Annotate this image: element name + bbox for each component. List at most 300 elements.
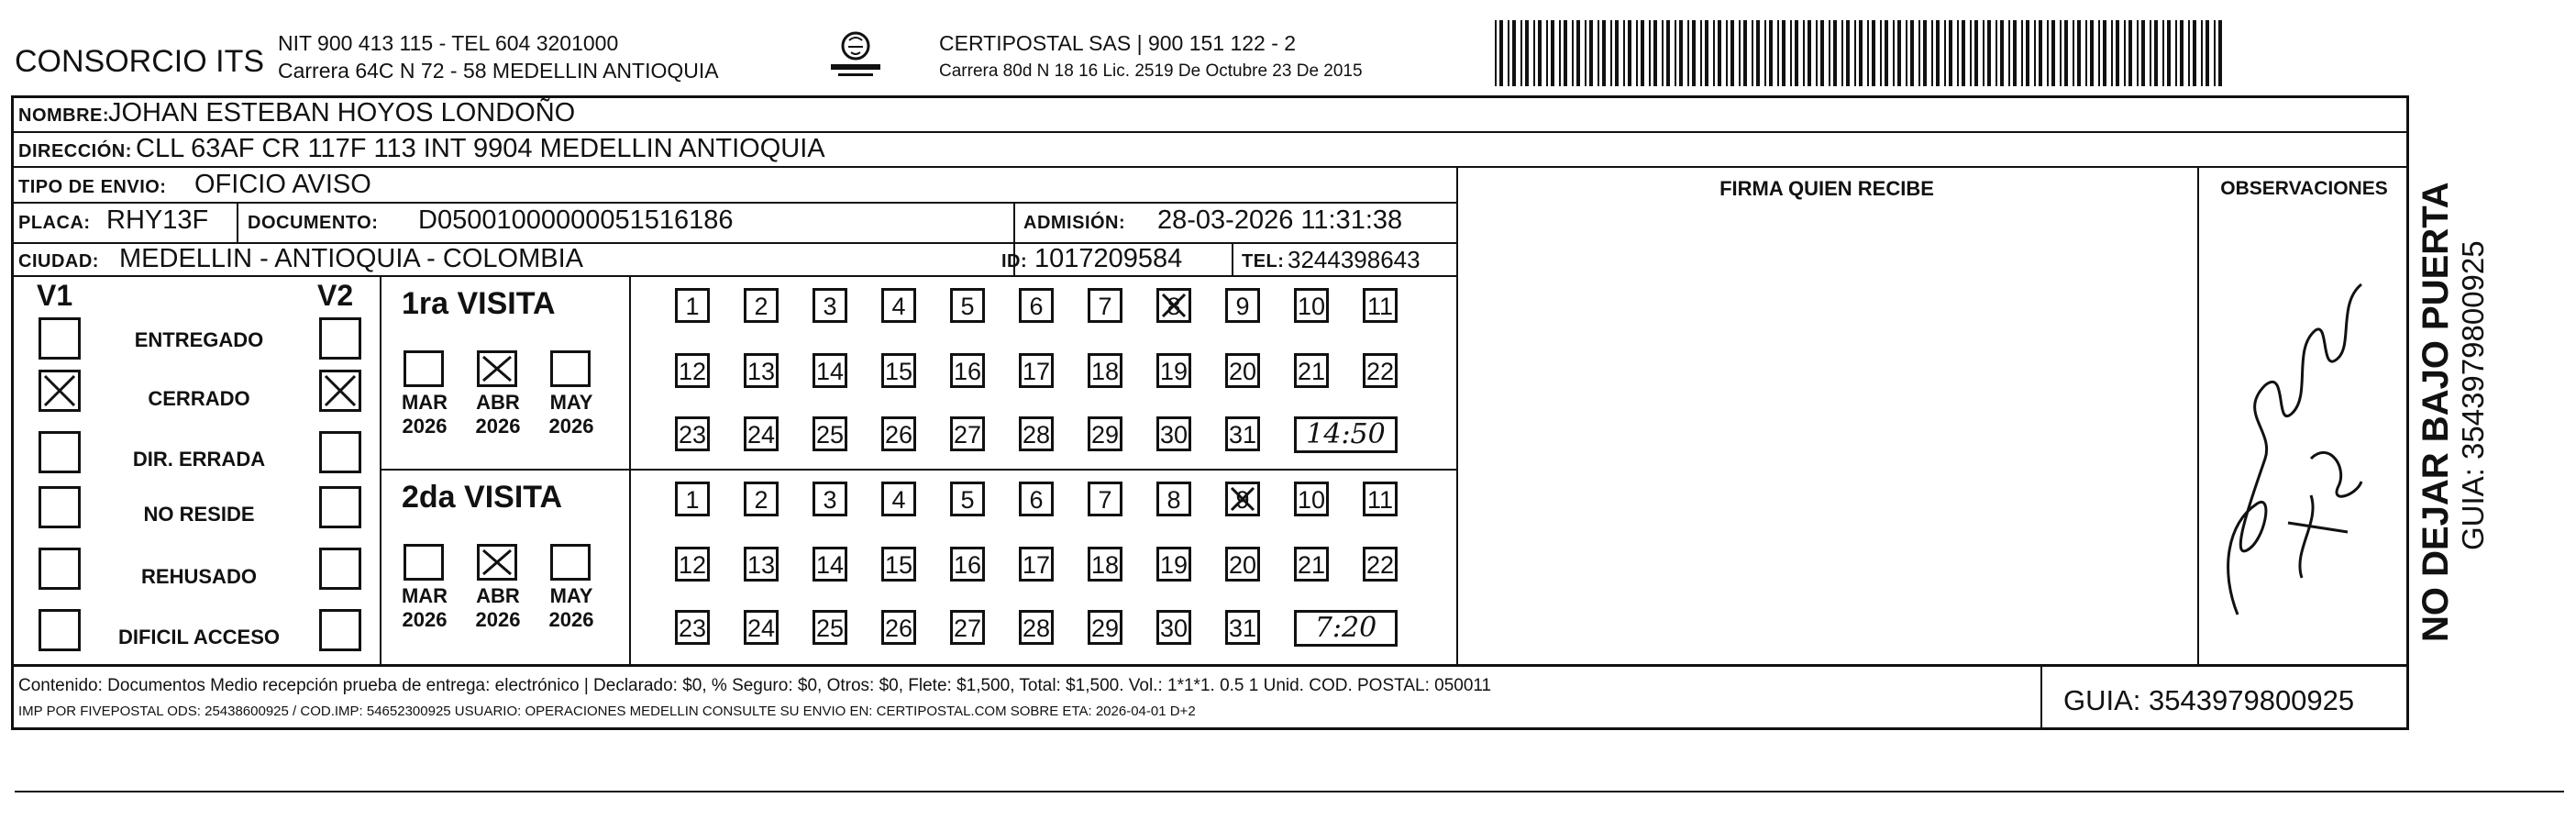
visit-time: 14:50 — [1294, 416, 1398, 453]
day-number: 23 — [678, 615, 707, 642]
v2-checkbox[interactable] — [319, 548, 361, 590]
barcode-bar — [1816, 20, 1818, 86]
visit-title: 1ra VISITA — [402, 286, 556, 321]
firma-header: FIRMA QUIEN RECIBE — [1719, 177, 1934, 200]
barcode-bar — [2000, 20, 2004, 86]
barcode-bar — [1820, 20, 1824, 86]
day-box[interactable] — [1019, 547, 1054, 582]
day-box[interactable] — [950, 547, 985, 582]
barcode-bar — [1923, 20, 1927, 86]
month-checkbox[interactable] — [477, 350, 517, 387]
barcode-bar — [1974, 20, 1978, 86]
barcode-bar — [2013, 20, 2017, 86]
day-number: 31 — [1228, 615, 1257, 642]
barcode-bar — [2039, 20, 2042, 86]
day-box[interactable] — [881, 547, 916, 582]
day-box[interactable] — [1088, 416, 1122, 451]
barcode-bar — [1551, 20, 1554, 86]
side-warning — [2417, 119, 2500, 642]
day-number: 22 — [1365, 358, 1395, 385]
day-box[interactable] — [1363, 482, 1398, 516]
day-box[interactable] — [1225, 288, 1260, 323]
documento-label: DOCUMENTO: — [248, 213, 379, 233]
footer-content: Contenido: Documentos Medio recepción prueba de entrega: electrónico | Declarado: $0, % Seguro: $0, Otros: $0, Flete: $1,500, Total: $1,500. Vol.: 1*1*1. 0.5 1 Unid. COD. POSTAL: 050011 — [18, 676, 1492, 695]
courier-name: CERTIPOSTAL SAS | 900 151 122 - 2 — [939, 31, 1297, 55]
barcode-bar — [1718, 20, 1721, 86]
barcode-bar — [1692, 20, 1696, 86]
v1-checkbox[interactable] — [39, 609, 81, 651]
barcode-bar — [1520, 20, 1522, 86]
day-number: 1 — [685, 486, 700, 514]
check-x-mark — [1159, 291, 1188, 320]
visit-title: 2da VISITA — [402, 480, 563, 515]
company-address: Carrera 64C N 72 - 58 MEDELLIN ANTIOQUIA — [278, 59, 719, 83]
barcode-bar — [1996, 20, 1997, 86]
barcode-bar — [1743, 20, 1747, 86]
day-box[interactable] — [1156, 547, 1191, 582]
direccion-label: DIRECCIÓN: — [18, 141, 132, 161]
barcode-bar — [1730, 20, 1734, 86]
barcode-bar — [1756, 20, 1760, 86]
day-box[interactable] — [813, 610, 847, 645]
barcode-bar — [1636, 20, 1638, 86]
placa-label: PLACA: — [18, 213, 91, 233]
barcode-bar — [1949, 20, 1952, 86]
month-checkbox[interactable] — [404, 350, 444, 387]
no-dejar-bajo-puerta: NO DEJAR BAJO PUERTA — [2416, 182, 2456, 642]
day-box[interactable] — [950, 416, 985, 451]
day-box[interactable] — [813, 547, 847, 582]
barcode-bar — [1931, 20, 1933, 86]
ciudad-label: CIUDAD: — [18, 251, 99, 271]
day-number: 30 — [1159, 421, 1188, 449]
tel-label: TEL: — [1242, 251, 1285, 271]
v2-checkbox[interactable] — [319, 370, 361, 412]
v2-checkbox[interactable] — [319, 431, 361, 473]
barcode — [1495, 20, 2227, 86]
v1-checkbox[interactable] — [39, 431, 81, 473]
barcode-bar — [2201, 20, 2203, 86]
day-box[interactable] — [813, 288, 847, 323]
day-box[interactable] — [950, 353, 985, 388]
barcode-bar — [1918, 20, 1920, 86]
v2-checkbox[interactable] — [319, 486, 361, 528]
handwritten-signature — [2201, 248, 2384, 633]
check-x-mark — [480, 547, 514, 578]
v1-label: V1 — [37, 279, 73, 312]
v1-checkbox[interactable] — [39, 370, 81, 412]
barcode-bar — [2034, 20, 2036, 86]
month-name: MAR — [401, 391, 448, 414]
day-number: 27 — [953, 615, 982, 642]
month-checkbox[interactable] — [404, 544, 444, 581]
month-year: 2026 — [475, 608, 521, 632]
barcode-bar — [2103, 20, 2106, 86]
barcode-bar — [2180, 20, 2184, 86]
day-box[interactable] — [950, 482, 985, 516]
barcode-bar — [1499, 20, 1503, 86]
barcode-bar — [1944, 20, 1946, 86]
day-number: 28 — [1022, 615, 1051, 642]
barcode-bar — [2116, 20, 2119, 86]
day-box[interactable] — [1294, 353, 1329, 388]
month-label — [539, 391, 603, 439]
day-number: 19 — [1159, 551, 1188, 579]
day-number: 18 — [1090, 358, 1120, 385]
documento: D05001000000051516186 — [418, 205, 734, 235]
day-number: 27 — [953, 421, 982, 449]
day-box[interactable] — [675, 482, 710, 516]
barcode-bar — [2111, 20, 2113, 86]
barcode-bar — [1962, 20, 1965, 86]
day-box[interactable] — [744, 288, 779, 323]
barcode-bar — [2124, 20, 2126, 86]
barcode-bar — [1512, 20, 1516, 86]
check-x-mark — [1228, 484, 1257, 514]
month-name: ABR — [476, 584, 520, 607]
day-box[interactable] — [1225, 416, 1260, 451]
barcode-bar — [2090, 20, 2094, 86]
barcode-bar — [2047, 20, 2049, 86]
month-label — [392, 584, 457, 633]
day-number: 1 — [685, 293, 700, 320]
barcode-bar — [2193, 20, 2196, 86]
month-checkbox[interactable] — [477, 544, 517, 581]
barcode-bar — [1782, 20, 1786, 86]
barcode-bar — [1610, 20, 1612, 86]
status-label: DIFICIL ACCESO — [117, 626, 280, 648]
day-number: 20 — [1228, 358, 1257, 385]
barcode-bar — [1885, 20, 1888, 86]
barcode-bar — [2098, 20, 2100, 86]
day-box[interactable] — [950, 610, 985, 645]
day-box[interactable] — [1156, 353, 1191, 388]
day-number: 12 — [678, 358, 707, 385]
company-name: CONSORCIO ITS — [15, 44, 265, 79]
barcode-bar — [1983, 20, 1985, 86]
day-box[interactable] — [1156, 610, 1191, 645]
day-box[interactable] — [1088, 610, 1122, 645]
barcode-bar — [1700, 20, 1702, 86]
barcode-bar — [2060, 20, 2062, 86]
day-number: 21 — [1297, 358, 1326, 385]
day-number: 24 — [746, 421, 776, 449]
barcode-bar — [1846, 20, 1850, 86]
recipient-tel: 3244398643 — [1288, 246, 1421, 273]
barcode-bar — [2188, 20, 2190, 86]
barcode-bar — [1769, 20, 1773, 86]
day-box[interactable] — [1156, 288, 1191, 323]
month-name: MAY — [549, 391, 593, 414]
day-box[interactable] — [813, 416, 847, 451]
day-box[interactable] — [881, 288, 916, 323]
barcode-bar — [1936, 20, 1940, 86]
day-number: 11 — [1366, 486, 1394, 514]
day-box[interactable] — [1088, 353, 1122, 388]
visit-time: 7:20 — [1294, 610, 1398, 647]
day-number: 12 — [678, 551, 707, 579]
barcode-bar — [1829, 20, 1830, 86]
day-box[interactable] — [744, 482, 779, 516]
barcode-bar — [2175, 20, 2177, 86]
v2-checkbox[interactable] — [319, 317, 361, 360]
barcode-bar — [2026, 20, 2029, 86]
v1-checkbox[interactable] — [39, 317, 81, 360]
day-box[interactable] — [1294, 482, 1329, 516]
month-year: 2026 — [402, 608, 448, 632]
barcode-bar — [2128, 20, 2132, 86]
day-number: 3 — [823, 486, 837, 514]
day-box[interactable] — [950, 288, 985, 323]
barcode-bar — [1880, 20, 1882, 86]
day-number: 8 — [1166, 486, 1181, 514]
day-number: 4 — [891, 293, 906, 320]
day-box[interactable] — [1225, 610, 1260, 645]
day-box[interactable] — [1088, 547, 1122, 582]
day-box[interactable] — [1088, 482, 1122, 516]
day-box[interactable] — [675, 288, 710, 323]
month-year: 2026 — [548, 415, 594, 438]
day-box[interactable] — [675, 353, 710, 388]
day-box[interactable] — [744, 353, 779, 388]
day-box[interactable] — [1294, 288, 1329, 323]
day-box[interactable] — [881, 610, 916, 645]
day-number: 26 — [884, 421, 913, 449]
month-name: ABR — [476, 391, 520, 414]
id-label: ID: — [1001, 251, 1028, 271]
barcode-bar — [1854, 20, 1856, 86]
barcode-bar — [2137, 20, 2139, 86]
v1-checkbox[interactable] — [39, 486, 81, 528]
barcode-bar — [2141, 20, 2145, 86]
day-number: 25 — [815, 421, 845, 449]
barcode-bar — [1705, 20, 1708, 86]
month-year: 2026 — [402, 415, 448, 438]
day-number: 6 — [1029, 293, 1044, 320]
side-guia: GUIA: 3543979800925 — [2456, 240, 2490, 550]
admision: 28-03-2026 11:31:38 — [1157, 205, 1403, 235]
barcode-bar — [2150, 20, 2151, 86]
certipostal-logo — [814, 29, 897, 81]
barcode-bar — [1533, 20, 1535, 86]
day-number: 8 — [1166, 293, 1181, 320]
day-number: 16 — [953, 551, 982, 579]
barcode-bar — [1576, 20, 1580, 86]
day-number: 15 — [884, 358, 913, 385]
barcode-bar — [1859, 20, 1863, 86]
day-number: 19 — [1159, 358, 1188, 385]
check-x-mark — [480, 353, 514, 384]
company-nit: NIT 900 413 115 - TEL 604 3201000 — [278, 31, 619, 55]
status-label: NO RESIDE — [143, 503, 255, 526]
barcode-bar — [1803, 20, 1805, 86]
barcode-bar — [1495, 20, 1497, 86]
day-number: 28 — [1022, 421, 1051, 449]
day-box[interactable] — [1019, 353, 1054, 388]
bottom-rule — [15, 791, 2564, 792]
barcode-bar — [1833, 20, 1837, 86]
barcode-bar — [2206, 20, 2209, 86]
barcode-bar — [1841, 20, 1843, 86]
barcode-bar — [1987, 20, 1991, 86]
day-number: 3 — [823, 293, 837, 320]
day-box[interactable] — [675, 416, 710, 451]
day-box[interactable] — [1019, 610, 1054, 645]
month-label — [392, 391, 457, 439]
day-number: 14 — [815, 551, 845, 579]
day-box[interactable] — [1363, 353, 1398, 388]
month-label — [539, 584, 603, 633]
day-number: 23 — [678, 421, 707, 449]
barcode-bar — [1615, 20, 1619, 86]
barcode-bar — [2051, 20, 2055, 86]
day-number: 17 — [1022, 358, 1051, 385]
day-box[interactable] — [675, 547, 710, 582]
barcode-bar — [1867, 20, 1869, 86]
barcode-bar — [1777, 20, 1779, 86]
status-label: REHUSADO — [141, 565, 257, 588]
barcode-bar — [1585, 20, 1587, 86]
barcode-bar — [1538, 20, 1542, 86]
barcode-bar — [1546, 20, 1548, 86]
day-box[interactable] — [881, 353, 916, 388]
barcode-bar — [1970, 20, 1972, 86]
day-number: 2 — [754, 486, 768, 514]
check-x-mark — [41, 372, 78, 409]
day-number: 9 — [1235, 293, 1250, 320]
day-number: 22 — [1365, 551, 1395, 579]
barcode-bar — [1795, 20, 1798, 86]
courier-address: Carrera 80d N 18 16 Lic. 2519 De Octubre 23 De 2015 — [939, 61, 1363, 81]
barcode-bar — [2077, 20, 2081, 86]
recipient-id: 1017209584 — [1034, 244, 1183, 273]
day-number: 16 — [953, 358, 982, 385]
barcode-bar — [1602, 20, 1606, 86]
day-number: 10 — [1297, 293, 1326, 320]
day-box[interactable] — [744, 547, 779, 582]
day-number: 14 — [815, 358, 845, 385]
day-box[interactable] — [744, 610, 779, 645]
day-number: 21 — [1297, 551, 1326, 579]
month-name: MAY — [549, 584, 593, 607]
barcode-bar — [2167, 20, 2171, 86]
barcode-bar — [1623, 20, 1625, 86]
v2-checkbox[interactable] — [319, 609, 361, 651]
status-label: CERRADO — [148, 387, 250, 410]
day-box[interactable] — [1156, 416, 1191, 451]
barcode-bar — [1649, 20, 1651, 86]
barcode-bar — [1559, 20, 1561, 86]
barcode-bar — [1641, 20, 1644, 86]
barcode-bar — [2021, 20, 2023, 86]
day-number: 24 — [746, 615, 776, 642]
day-box[interactable] — [813, 353, 847, 388]
day-box[interactable] — [1156, 482, 1191, 516]
v2-label: V2 — [317, 279, 354, 312]
day-number: 25 — [815, 615, 845, 642]
day-number: 4 — [891, 486, 906, 514]
barcode-bar — [1564, 20, 1567, 86]
month-year: 2026 — [548, 608, 594, 632]
day-box[interactable] — [1088, 288, 1122, 323]
ciudad: MEDELLIN - ANTIOQUIA - COLOMBIA — [119, 244, 583, 273]
barcode-bar — [1679, 20, 1683, 86]
day-box[interactable] — [744, 416, 779, 451]
barcode-bar — [1739, 20, 1741, 86]
barcode-bar — [2073, 20, 2074, 86]
check-x-mark — [322, 372, 359, 409]
month-label — [466, 391, 530, 439]
nombre-label: NOMBRE: — [18, 105, 110, 126]
barcode-bar — [2064, 20, 2068, 86]
barcode-bar — [1675, 20, 1676, 86]
admision-label: ADMISIÓN: — [1023, 213, 1126, 233]
month-name: MAR — [401, 584, 448, 607]
month-year: 2026 — [475, 415, 521, 438]
barcode-bar — [1752, 20, 1753, 86]
day-number: 29 — [1090, 615, 1120, 642]
barcode-bar — [1893, 20, 1895, 86]
day-box[interactable] — [1225, 353, 1260, 388]
day-number: 5 — [960, 486, 975, 514]
barcode-bar — [2154, 20, 2158, 86]
footer-print-info: IMP POR FIVEPOSTAL ODS: 25438600925 / COD.IMP: 54652300925 USUARIO: OPERACIONES MEDELLIN CONSULTE SU ENVIO EN: CERTIPOSTAL.COM SOBRE ETA: 2026-04-01 D+2 — [18, 704, 1196, 719]
day-number: 10 — [1297, 486, 1326, 514]
day-number: 30 — [1159, 615, 1188, 642]
day-box[interactable] — [1019, 288, 1054, 323]
day-box[interactable] — [1019, 482, 1054, 516]
v1-checkbox[interactable] — [39, 548, 81, 590]
day-number: 13 — [746, 358, 776, 385]
tipo-envio: OFICIO AVISO — [194, 170, 371, 199]
day-box[interactable] — [675, 610, 710, 645]
barcode-bar — [1653, 20, 1657, 86]
day-box[interactable] — [813, 482, 847, 516]
footer-guia: GUIA: 3543979800925 — [2063, 684, 2355, 716]
status-label: DIR. ERRADA — [132, 448, 266, 471]
barcode-bar — [1508, 20, 1509, 86]
day-box[interactable] — [881, 416, 916, 451]
barcode-bar — [1790, 20, 1792, 86]
barcode-bar — [1910, 20, 1914, 86]
barcode-bar — [1872, 20, 1875, 86]
barcode-bar — [1957, 20, 1959, 86]
month-label — [466, 584, 530, 633]
day-box[interactable] — [1019, 416, 1054, 451]
day-number: 5 — [960, 293, 975, 320]
barcode-bar — [1906, 20, 1907, 86]
day-number: 18 — [1090, 551, 1120, 579]
day-box[interactable] — [881, 482, 916, 516]
day-box[interactable] — [1225, 482, 1260, 516]
day-number: 2 — [754, 293, 768, 320]
day-number: 20 — [1228, 551, 1257, 579]
month-checkbox[interactable] — [550, 544, 591, 581]
day-box[interactable] — [1225, 547, 1260, 582]
day-box[interactable] — [1363, 547, 1398, 582]
day-number: 13 — [746, 551, 776, 579]
day-number: 26 — [884, 615, 913, 642]
barcode-bar — [1897, 20, 1901, 86]
month-checkbox[interactable] — [550, 350, 591, 387]
recipient-name: JOHAN ESTEBAN HOYOS LONDOÑO — [108, 98, 576, 127]
barcode-bar — [1589, 20, 1593, 86]
recipient-address: CLL 63AF CR 117F 113 INT 9904 MEDELLIN ANTIOQUIA — [136, 134, 825, 163]
barcode-bar — [1726, 20, 1728, 86]
day-box[interactable] — [1294, 547, 1329, 582]
day-box[interactable] — [1363, 288, 1398, 323]
day-number: 17 — [1022, 551, 1051, 579]
